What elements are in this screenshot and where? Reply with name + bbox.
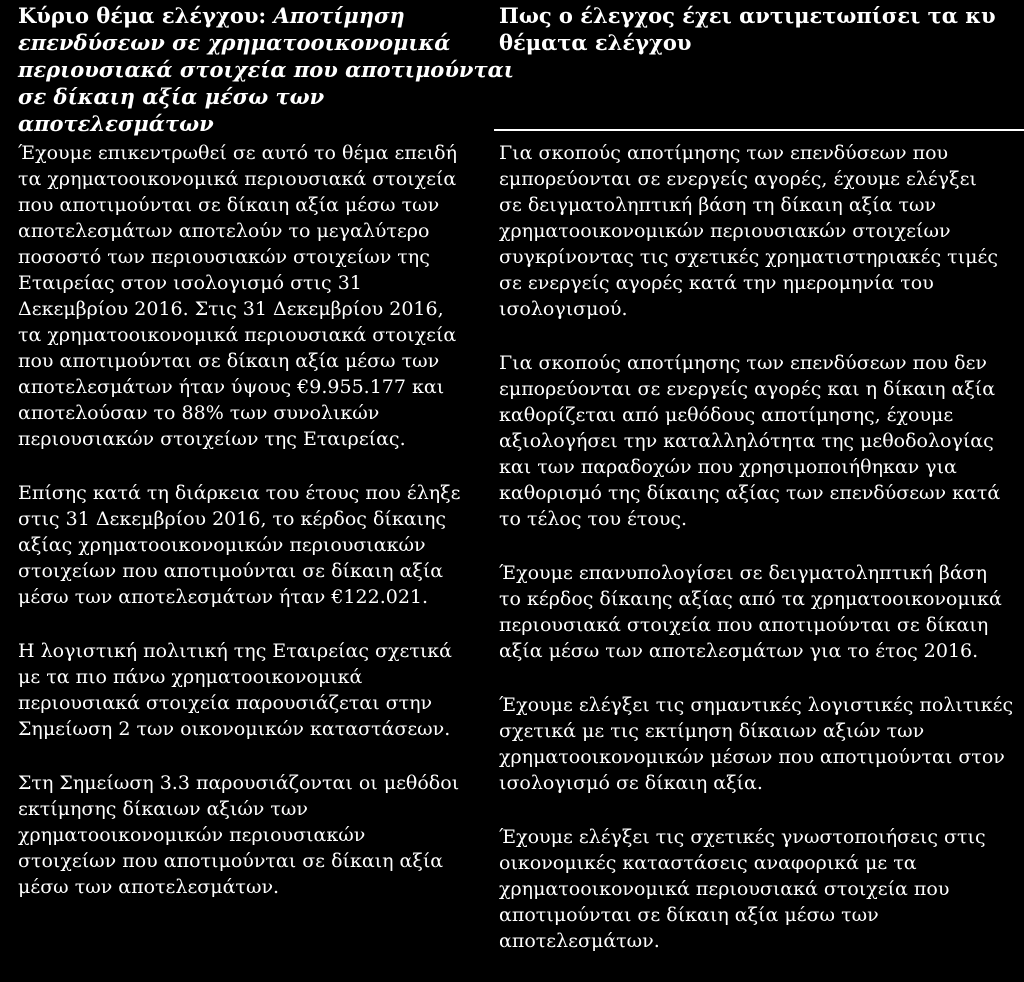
text-line: Έχουμε επανυπολογίσει σε δειγματοληπτική βάση — [499, 562, 988, 584]
text-line: στοιχείων που αποτιμούνται σε δίκαιη αξία — [18, 850, 444, 872]
text-line: αποτιμούνται σε δίκαιη αξία μέσω των — [499, 904, 879, 926]
text-line: αξία μέσω των αποτελεσμάτων για το έτος 2016. — [499, 640, 979, 662]
text-line: ισολογισμού. — [499, 298, 628, 320]
text-line: χρηματοοικονομικών περιουσιακών στοιχείων — [499, 220, 951, 242]
text-line: αποτελεσμάτων αποτελούν το μεγαλύτερο — [18, 220, 430, 242]
text-line: Η λογιστική πολιτική της Εταιρείας σχετικά — [18, 640, 453, 662]
key-audit-matter-heading — [18, 2, 514, 137]
text-line: στοιχείων που αποτιμούνται σε δίκαιη αξία — [18, 560, 444, 582]
text-line: στις 31 Δεκεμβρίου 2016, το κέρδος δίκαιης — [18, 508, 447, 530]
paragraph — [18, 638, 460, 742]
text-line: το τέλος του έτους. — [499, 508, 688, 530]
text-line: το κέρδος δίκαιης αξίας από τα χρηματοοικονομικά — [499, 588, 1002, 610]
text-line: Έχουμε ελέγξει τις σημαντικές λογιστικές πολιτικές — [499, 694, 1014, 716]
heading-line: θέματα ελέγχου — [499, 30, 692, 55]
heading-line — [18, 2, 480, 29]
heading-line: Πως ο έλεγχος έχει αντιμετωπίσει τα κυ — [499, 3, 996, 28]
paragraph — [499, 692, 1013, 796]
paragraph — [499, 350, 1013, 532]
text-line: σχετικά με τις εκτίμηση δίκαιων αξιών των — [499, 720, 925, 742]
heading-italic-text: επενδύσεων σε χρηματοοικονομικά — [18, 30, 451, 55]
text-line: περιουσιακών στοιχείων της Εταιρείας. — [18, 428, 406, 450]
paragraph — [18, 480, 460, 610]
text-line: Επίσης κατά τη διάρκεια του έτους που έληξε — [18, 482, 461, 504]
text-line: χρηματοοικονομικών μέσων που αποτιμούνται στον — [499, 746, 1005, 768]
audit-response-column — [499, 0, 1021, 952]
heading-line — [18, 29, 480, 56]
text-line: Για σκοπούς αποτίμησης των επενδύσεων που — [499, 142, 949, 164]
text-line: μέσω των αποτελεσμάτων. — [18, 876, 280, 898]
heading-italic-text: Αποτίμηση — [273, 3, 405, 28]
text-line: περιουσιακά στοιχεία που αποτιμούνται σε δίκαιη — [499, 614, 989, 636]
text-line: που αποτιμούνται σε δίκαιη αξία μέσω των — [18, 194, 440, 216]
text-line: αξιολογήσει την καταλληλότητα της μεθοδολογίας — [499, 430, 994, 452]
column-divider-rule — [494, 129, 1024, 131]
heading-line — [18, 56, 514, 83]
text-line: Σημείωση 2 των οικονομικών καταστάσεων. — [18, 718, 451, 740]
paragraph — [499, 140, 1013, 322]
text-line: τα χρηματοοικονομικά περιουσιακά στοιχεία — [18, 324, 457, 346]
text-line: συγκρίνοντας τις σχετικές χρηματιστηριακές τιμές — [499, 246, 998, 268]
text-line: αποτελούσαν το 88% των συνολικών — [18, 402, 380, 424]
text-line: μέσω των αποτελεσμάτων ήταν €122.021. — [18, 586, 429, 608]
audit-response-body — [499, 140, 1013, 982]
text-line: αποτελεσμάτων ήταν ύψους €9.955.177 και — [18, 376, 445, 398]
paragraph — [18, 770, 460, 900]
text-line: Για σκοπούς αποτίμησης των επενδύσεων που δεν — [499, 352, 987, 374]
text-line: αξίας χρηματοοικονομικών περιουσιακών — [18, 534, 426, 556]
text-line: περιουσιακά στοιχεία παρουσιάζεται στην — [18, 692, 433, 714]
heading-label: Κύριο θέμα ελέγχου: — [18, 3, 274, 28]
heading-line — [18, 83, 480, 110]
text-line: Εταιρείας στον ισολογισμό στις 31 — [18, 272, 362, 294]
heading-italic-text: περιουσιακά στοιχεία που αποτιμούνται — [18, 57, 514, 82]
text-line: χρηματοοικονομικών περιουσιακών — [18, 824, 366, 846]
text-line: Δεκεμβρίου 2016. Στις 31 Δεκεμβρίου 2016, — [18, 298, 444, 320]
text-line: καθορισμό της δίκαιης αξίας των επενδύσεων κατά — [499, 482, 1001, 504]
text-line: τα χρηματοοικονομικά περιουσιακά στοιχεία — [18, 168, 457, 190]
text-line: Στη Σημείωση 3.3 παρουσιάζονται οι μεθόδοι — [18, 772, 460, 794]
text-line: οικονομικές καταστάσεις αναφορικά με τα — [499, 852, 917, 874]
text-line: εμπορεύονται σε ενεργείς αγορές και η δίκαιη αξία — [499, 378, 996, 400]
text-line: αποτελεσμάτων. — [499, 930, 660, 952]
paragraph — [499, 560, 1013, 664]
text-line: σε δειγματοληπτική βάση τη δίκαιη αξία των — [499, 194, 937, 216]
key-audit-matter-body — [18, 140, 460, 928]
text-line: ισολογισμό σε δίκαιη αξία. — [499, 772, 763, 794]
text-line: με τα πιο πάνω χρηματοοικονομικά — [18, 666, 363, 688]
text-line: σε ενεργείς αγορές κατά την ημερομηνία του — [499, 272, 934, 294]
text-line: Έχουμε επικεντρωθεί σε αυτό το θέμα επειδή — [18, 142, 457, 164]
key-audit-matter-column — [18, 0, 514, 898]
paragraph — [18, 140, 460, 452]
text-line: και των παραδοχών που χρησιμοποιήθηκαν για — [499, 456, 957, 478]
text-line: καθορίζεται από μεθόδους αποτίμησης, έχουμε — [499, 404, 954, 426]
heading-line — [18, 110, 480, 137]
paragraph — [499, 824, 1013, 954]
audit-response-heading — [499, 2, 1021, 56]
text-line: χρηματοοικονομικά περιουσιακά στοιχεία που — [499, 878, 950, 900]
text-line: Έχουμε ελέγξει τις σχετικές γνωστοποιήσεις στις — [499, 826, 986, 848]
text-line: εμπορεύονται σε ενεργείς αγορές, έχουμε ελέγξει — [499, 168, 977, 190]
heading-italic-text: αποτελεσμάτων — [18, 111, 214, 136]
text-line: που αποτιμούνται σε δίκαιη αξία μέσω των — [18, 350, 440, 372]
text-line: ποσοστό των περιουσιακών στοιχείων της — [18, 246, 430, 268]
heading-italic-text: σε δίκαιη αξία μέσω των — [18, 84, 325, 109]
text-line: εκτίμησης δίκαιων αξιών των — [18, 798, 308, 820]
